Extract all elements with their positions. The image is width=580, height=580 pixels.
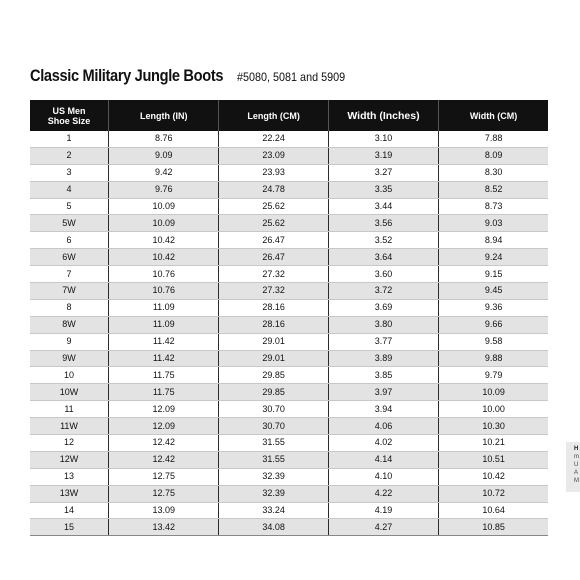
cell-length-in: 12.09 bbox=[109, 401, 219, 418]
cell-width-in: 3.19 bbox=[328, 147, 438, 164]
cell-length-cm: 32.39 bbox=[219, 485, 328, 502]
table-row bbox=[30, 485, 548, 502]
cell-shoe-size: 11W bbox=[30, 418, 109, 435]
cell-width-in: 3.44 bbox=[328, 198, 438, 215]
cell-shoe-size: 14 bbox=[30, 502, 109, 519]
table-row bbox=[30, 519, 548, 536]
cell-shoe-size: 7 bbox=[30, 266, 109, 283]
cell-width-in: 3.80 bbox=[328, 316, 438, 333]
cell-length-in: 10.09 bbox=[109, 198, 219, 215]
cell-shoe-size: 5W bbox=[30, 215, 109, 232]
table-row bbox=[30, 401, 548, 418]
cell-length-cm: 25.62 bbox=[219, 215, 328, 232]
cell-length-in: 13.09 bbox=[109, 502, 219, 519]
cell-width-in: 3.72 bbox=[328, 283, 438, 300]
cell-length-cm: 25.62 bbox=[219, 198, 328, 215]
cell-width-in: 3.56 bbox=[328, 215, 438, 232]
cell-length-cm: 31.55 bbox=[219, 451, 328, 468]
table-row bbox=[30, 418, 548, 435]
cell-length-cm: 31.55 bbox=[219, 435, 328, 452]
cell-length-in: 11.09 bbox=[109, 316, 219, 333]
header-width-cm: Width (CM) bbox=[439, 100, 548, 131]
cell-shoe-size: 9W bbox=[30, 350, 109, 367]
cell-length-in: 9.76 bbox=[109, 181, 219, 198]
table-row bbox=[30, 451, 548, 468]
cell-length-in: 10.76 bbox=[109, 266, 219, 283]
cell-length-cm: 26.47 bbox=[219, 249, 328, 266]
side-card-text: A bbox=[574, 470, 579, 476]
cell-width-in: 4.19 bbox=[328, 502, 438, 519]
cell-width-in: 4.22 bbox=[328, 485, 438, 502]
table-row bbox=[30, 147, 548, 164]
side-card-text: m bbox=[574, 454, 579, 460]
cell-shoe-size: 5 bbox=[30, 198, 109, 215]
page-title bbox=[30, 66, 357, 86]
cell-shoe-size: 9 bbox=[30, 333, 109, 350]
table-row bbox=[30, 283, 548, 300]
cell-length-in: 11.42 bbox=[109, 350, 219, 367]
cell-width-cm: 8.30 bbox=[439, 164, 548, 181]
cell-width-cm: 10.85 bbox=[439, 519, 548, 536]
cell-length-cm: 29.85 bbox=[219, 367, 328, 384]
cell-length-in: 9.42 bbox=[109, 164, 219, 181]
cell-length-in: 10.09 bbox=[109, 215, 219, 232]
header-length-cm: Length (CM) bbox=[219, 100, 328, 131]
table-row bbox=[30, 249, 548, 266]
table-body bbox=[30, 131, 548, 536]
cell-shoe-size: 6W bbox=[30, 249, 109, 266]
cell-width-in: 4.10 bbox=[328, 468, 438, 485]
table-row bbox=[30, 316, 548, 333]
cell-length-in: 9.09 bbox=[109, 147, 219, 164]
cell-width-cm: 8.94 bbox=[439, 232, 548, 249]
cell-length-cm: 26.47 bbox=[219, 232, 328, 249]
cell-width-in: 4.06 bbox=[328, 418, 438, 435]
cell-width-cm: 10.21 bbox=[439, 435, 548, 452]
cell-width-cm: 10.00 bbox=[439, 401, 548, 418]
cell-shoe-size: 12 bbox=[30, 435, 109, 452]
cell-width-cm: 10.72 bbox=[439, 485, 548, 502]
cell-width-in: 3.77 bbox=[328, 333, 438, 350]
table-row bbox=[30, 215, 548, 232]
cell-width-in: 3.27 bbox=[328, 164, 438, 181]
side-card-fragment bbox=[566, 442, 580, 492]
table-row bbox=[30, 502, 548, 519]
cell-length-in: 12.42 bbox=[109, 435, 219, 452]
cell-width-in: 4.02 bbox=[328, 435, 438, 452]
cell-shoe-size: 11 bbox=[30, 401, 109, 418]
cell-width-cm: 8.52 bbox=[439, 181, 548, 198]
cell-width-in: 4.27 bbox=[328, 519, 438, 536]
cell-width-in: 3.35 bbox=[328, 181, 438, 198]
cell-width-in: 3.69 bbox=[328, 299, 438, 316]
cell-width-cm: 10.51 bbox=[439, 451, 548, 468]
cell-width-in: 3.60 bbox=[328, 266, 438, 283]
model-numbers: #5080, 5081 and 5909 bbox=[237, 70, 346, 84]
cell-length-cm: 27.32 bbox=[219, 266, 328, 283]
table-row bbox=[30, 266, 548, 283]
table-row bbox=[30, 367, 548, 384]
cell-shoe-size: 1 bbox=[30, 131, 109, 147]
cell-width-cm: 9.79 bbox=[439, 367, 548, 384]
cell-width-in: 3.94 bbox=[328, 401, 438, 418]
cell-length-in: 13.42 bbox=[109, 519, 219, 536]
table-row bbox=[30, 198, 548, 215]
cell-length-in: 10.42 bbox=[109, 232, 219, 249]
cell-length-cm: 32.39 bbox=[219, 468, 328, 485]
cell-shoe-size: 12W bbox=[30, 451, 109, 468]
cell-length-cm: 29.85 bbox=[219, 384, 328, 401]
header-shoe-size bbox=[30, 100, 109, 131]
cell-length-cm: 29.01 bbox=[219, 333, 328, 350]
header-width-in: Width (Inches) bbox=[328, 100, 438, 131]
cell-shoe-size: 10W bbox=[30, 384, 109, 401]
table-row bbox=[30, 350, 548, 367]
cell-width-cm: 9.45 bbox=[439, 283, 548, 300]
cell-width-cm: 8.73 bbox=[439, 198, 548, 215]
cell-shoe-size: 10 bbox=[30, 367, 109, 384]
cell-width-cm: 10.64 bbox=[439, 502, 548, 519]
table-row bbox=[30, 131, 548, 147]
size-chart-table bbox=[30, 100, 548, 536]
cell-shoe-size: 3 bbox=[30, 164, 109, 181]
cell-length-cm: 22.24 bbox=[219, 131, 328, 147]
cell-length-in: 12.42 bbox=[109, 451, 219, 468]
header-shoe-size-line1: US Men bbox=[52, 105, 86, 116]
table-row bbox=[30, 164, 548, 181]
cell-length-in: 12.75 bbox=[109, 485, 219, 502]
cell-length-cm: 24.78 bbox=[219, 181, 328, 198]
cell-width-cm: 9.66 bbox=[439, 316, 548, 333]
cell-length-cm: 30.70 bbox=[219, 401, 328, 418]
table-row bbox=[30, 232, 548, 249]
cell-width-in: 3.85 bbox=[328, 367, 438, 384]
cell-shoe-size: 8 bbox=[30, 299, 109, 316]
cell-length-in: 11.75 bbox=[109, 367, 219, 384]
cell-shoe-size: 13 bbox=[30, 468, 109, 485]
cell-length-in: 8.76 bbox=[109, 131, 219, 147]
cell-length-in: 10.42 bbox=[109, 249, 219, 266]
cell-width-in: 3.89 bbox=[328, 350, 438, 367]
cell-width-cm: 7.88 bbox=[439, 131, 548, 147]
table-row bbox=[30, 181, 548, 198]
cell-width-in: 3.97 bbox=[328, 384, 438, 401]
side-card-text: U bbox=[574, 462, 579, 468]
cell-width-cm: 9.15 bbox=[439, 266, 548, 283]
cell-width-cm: 9.24 bbox=[439, 249, 548, 266]
table-row bbox=[30, 299, 548, 316]
cell-shoe-size: 4 bbox=[30, 181, 109, 198]
table-row bbox=[30, 384, 548, 401]
cell-length-in: 11.09 bbox=[109, 299, 219, 316]
cell-length-cm: 23.93 bbox=[219, 164, 328, 181]
side-card-text: M bbox=[574, 478, 579, 484]
side-card-text: H bbox=[574, 446, 579, 452]
cell-width-cm: 10.42 bbox=[439, 468, 548, 485]
table-row bbox=[30, 333, 548, 350]
cell-width-in: 3.10 bbox=[328, 131, 438, 147]
cell-length-in: 11.75 bbox=[109, 384, 219, 401]
header-length-in: Length (IN) bbox=[109, 100, 219, 131]
cell-length-cm: 34.08 bbox=[219, 519, 328, 536]
cell-length-cm: 27.32 bbox=[219, 283, 328, 300]
cell-length-cm: 33.24 bbox=[219, 502, 328, 519]
cell-length-cm: 28.16 bbox=[219, 316, 328, 333]
cell-length-in: 10.76 bbox=[109, 283, 219, 300]
cell-length-in: 12.75 bbox=[109, 468, 219, 485]
cell-width-cm: 9.88 bbox=[439, 350, 548, 367]
cell-shoe-size: 2 bbox=[30, 147, 109, 164]
cell-width-in: 3.52 bbox=[328, 232, 438, 249]
table-row bbox=[30, 435, 548, 452]
cell-length-in: 11.42 bbox=[109, 333, 219, 350]
cell-shoe-size: 6 bbox=[30, 232, 109, 249]
cell-width-in: 3.64 bbox=[328, 249, 438, 266]
table-row bbox=[30, 468, 548, 485]
cell-shoe-size: 15 bbox=[30, 519, 109, 536]
cell-width-cm: 8.09 bbox=[439, 147, 548, 164]
cell-length-cm: 30.70 bbox=[219, 418, 328, 435]
table-title: Classic Military Jungle Boots bbox=[30, 66, 224, 85]
cell-shoe-size: 8W bbox=[30, 316, 109, 333]
cell-width-cm: 10.09 bbox=[439, 384, 548, 401]
cell-width-cm: 10.30 bbox=[439, 418, 548, 435]
header-row bbox=[30, 100, 548, 131]
cell-width-cm: 9.58 bbox=[439, 333, 548, 350]
cell-length-cm: 29.01 bbox=[219, 350, 328, 367]
cell-width-cm: 9.03 bbox=[439, 215, 548, 232]
cell-shoe-size: 7W bbox=[30, 283, 109, 300]
cell-length-cm: 28.16 bbox=[219, 299, 328, 316]
cell-length-cm: 23.09 bbox=[219, 147, 328, 164]
cell-width-cm: 9.36 bbox=[439, 299, 548, 316]
cell-width-in: 4.14 bbox=[328, 451, 438, 468]
cell-shoe-size: 13W bbox=[30, 485, 109, 502]
header-shoe-size-line2: Shoe Size bbox=[47, 115, 91, 126]
cell-length-in: 12.09 bbox=[109, 418, 219, 435]
